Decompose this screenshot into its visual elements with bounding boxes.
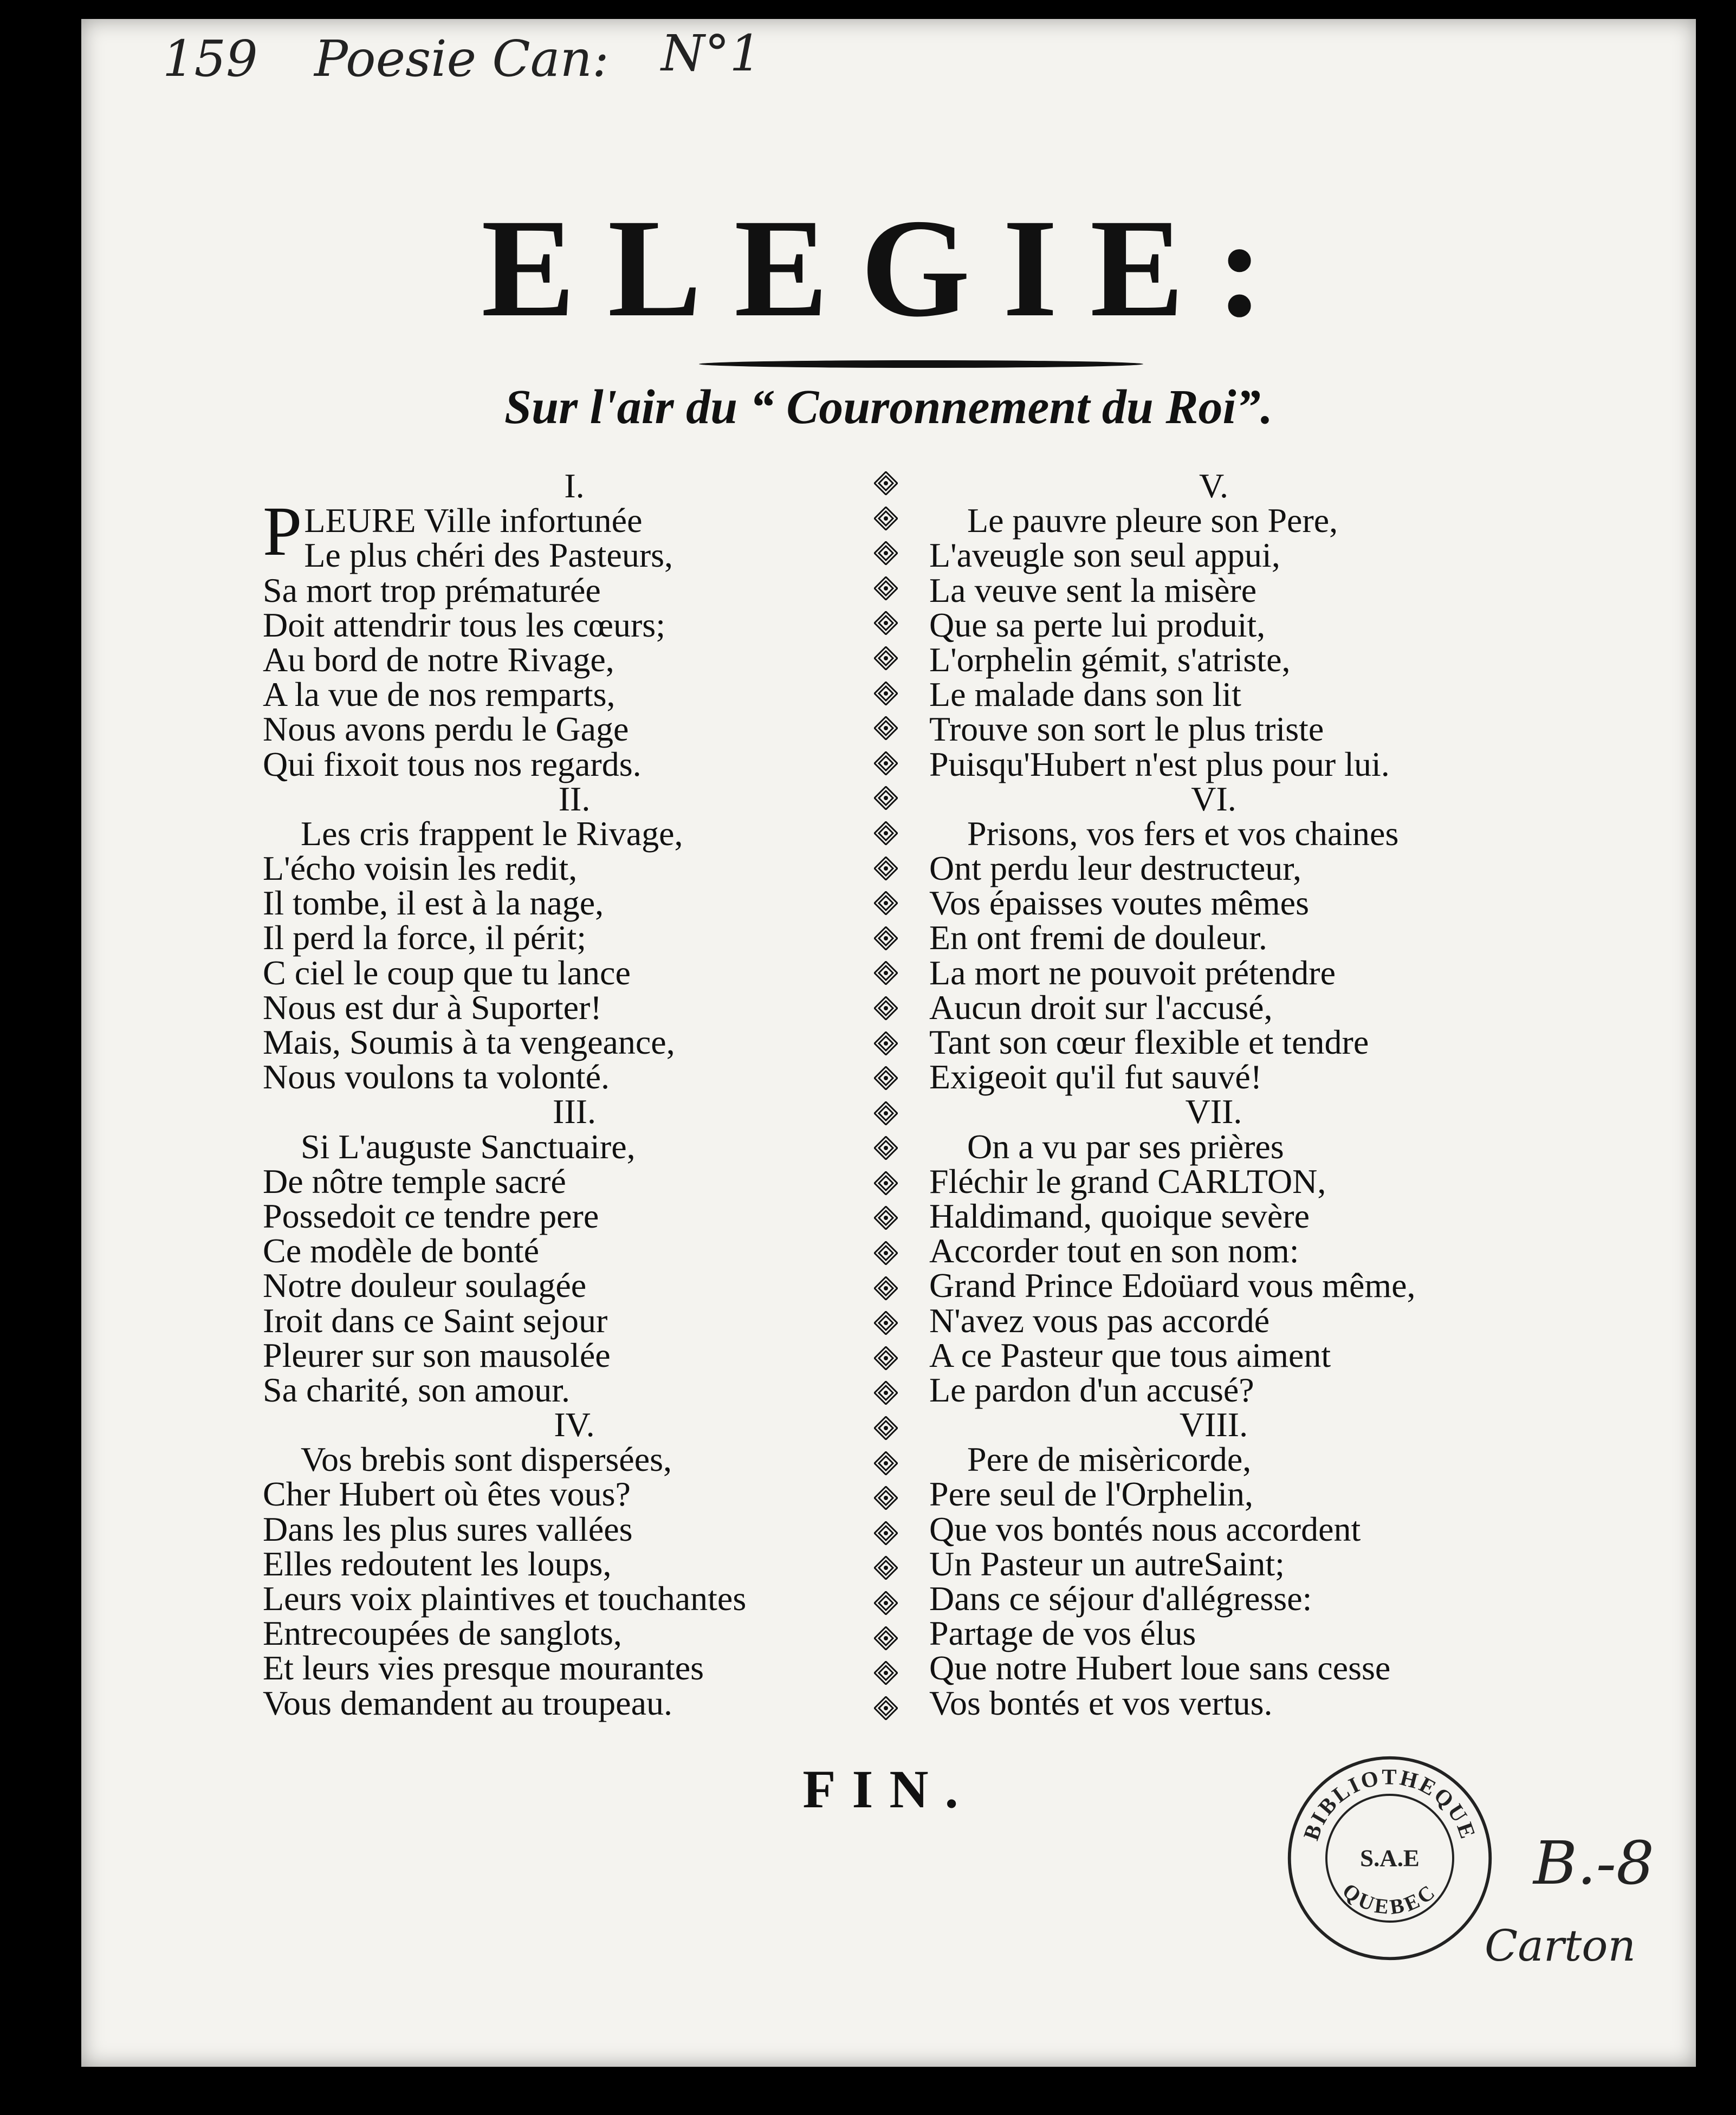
- verse-line: Pere de misèricorde,: [967, 1440, 1252, 1479]
- verse-line: Le malade dans son lit: [929, 675, 1241, 714]
- diamond-ornament-icon: [874, 1171, 898, 1195]
- stanza-number: I.: [564, 466, 585, 505]
- verse-line: Pleurer sur son mausolée: [263, 1335, 611, 1374]
- verse-line: A ce Pasteur que tous aiment: [929, 1335, 1331, 1374]
- diamond-ornament-icon: [874, 1626, 898, 1650]
- verse-line: Que notre Hubert loue sans cesse: [929, 1649, 1391, 1688]
- ornament-divider: [870, 471, 902, 1731]
- diamond-ornament-icon: [874, 1416, 898, 1440]
- verse-line: A la vue de nos remparts,: [263, 675, 616, 714]
- verse-line: C ciel le coup que tu lance: [263, 953, 631, 992]
- verse-line: Vos brebis sont dispersées,: [301, 1440, 672, 1479]
- verse-line: Ce modèle de bonté: [263, 1231, 540, 1270]
- verse-line: Vos épaisses voutes mêmes: [929, 884, 1309, 923]
- printed-sheet: [81, 19, 1696, 2067]
- verse-line: Vos bontés et vos vertus.: [929, 1683, 1273, 1722]
- verse-line: L'orphelin gémit, s'atriste,: [929, 640, 1291, 679]
- verse-line: Possedoit ce tendre pere: [263, 1196, 599, 1235]
- diamond-ornament-icon: [874, 996, 898, 1020]
- stamp-bottom-text: QUEBEC: [1338, 1878, 1442, 1919]
- verse-line: Accorder tout en son nom:: [929, 1231, 1299, 1270]
- verse-line: Si L'auguste Sanctuaire,: [301, 1127, 636, 1166]
- diamond-ornament-icon: [874, 541, 898, 565]
- diamond-ornament-icon: [874, 1556, 898, 1580]
- diamond-ornament-icon: [874, 1031, 898, 1055]
- verse-line: Elles redoutent les loups,: [263, 1544, 612, 1583]
- diamond-ornament-icon: [874, 682, 898, 705]
- page-title: ELEGIE:: [481, 190, 1296, 346]
- diamond-ornament-icon: [874, 1696, 898, 1720]
- verse-line: Sa mort trop prématurée: [263, 570, 601, 609]
- verse-line: Notre douleur soulagée: [263, 1266, 587, 1305]
- diamond-ornament-icon: [874, 716, 898, 740]
- stanza-number: VI.: [1191, 779, 1236, 818]
- diamond-ornament-icon: [874, 1311, 898, 1335]
- stanza-number: V.: [1199, 466, 1228, 505]
- stanza-number: VIII.: [1179, 1405, 1248, 1444]
- verse-line: Leurs voix plaintives et touchantes: [263, 1579, 747, 1618]
- verse-line: Le plus chéri des Pasteurs,: [304, 536, 673, 575]
- verse-line: Cher Hubert où êtes vous?: [263, 1475, 631, 1514]
- verse-line: Sa charité, son amour.: [263, 1370, 570, 1409]
- verse-line: Partage de vos élus: [929, 1614, 1196, 1653]
- diamond-ornament-icon: [874, 786, 898, 810]
- verse-line: On a vu par ses prières: [967, 1127, 1284, 1166]
- diamond-ornament-icon: [874, 891, 898, 915]
- verse-line: L'aveugle son seul appui,: [929, 536, 1280, 575]
- verse-line: Exigeoit qu'il fut sauvé!: [929, 1058, 1262, 1097]
- verse-line: Aucun droit sur l'accusé,: [929, 988, 1273, 1027]
- verse-line: La veuve sent la misère: [929, 570, 1257, 609]
- diamond-ornament-icon: [874, 507, 898, 530]
- handwritten-box-label: Carton: [1485, 1921, 1636, 1971]
- right-verse-column: [929, 466, 1498, 1722]
- diamond-ornament-icon: [874, 1591, 898, 1615]
- diamond-ornament-icon: [874, 1206, 898, 1230]
- handwritten-shelf-code: B.-8: [1533, 1828, 1654, 1898]
- diamond-ornament-icon: [874, 926, 898, 950]
- verse-line: Haldimand, quoique sevère: [929, 1196, 1310, 1235]
- verse-line: Pere seul de l'Orphelin,: [929, 1475, 1254, 1514]
- verse-line: Prisons, vos fers et vos chaines: [967, 814, 1399, 853]
- verse-line: En ont fremi de douleur.: [929, 918, 1267, 957]
- handwritten-item-number: N°1: [661, 24, 762, 82]
- diamond-ornament-icon: [874, 1521, 898, 1545]
- diamond-ornament-icon: [874, 751, 898, 775]
- verse-line: Les cris frappent le Rivage,: [301, 814, 683, 853]
- verse-line: Fléchir le grand CARLTON,: [929, 1162, 1326, 1201]
- verse-line: Au bord de notre Rivage,: [263, 640, 614, 679]
- verse-line: Le pardon d'un accusé?: [929, 1370, 1254, 1409]
- verse-line: L'écho voisin les redit,: [263, 849, 578, 888]
- verse-line: Trouve son sort le plus triste: [929, 710, 1324, 749]
- stanza-number: VII.: [1185, 1092, 1242, 1131]
- verse-line: Nous est dur à Suporter!: [263, 988, 602, 1027]
- stanza-number: III.: [553, 1092, 596, 1131]
- verse-line: Tant son cœur flexible et tendre: [929, 1023, 1369, 1061]
- verse-line: Dans les plus sures vallées: [263, 1509, 633, 1548]
- diamond-ornament-icon: [874, 646, 898, 670]
- diamond-ornament-icon: [874, 576, 898, 600]
- verse-line: La mort ne pouvoit prétendre: [929, 953, 1336, 992]
- stamp-top-text: BIBLIOTHEQUE: [1299, 1764, 1481, 1844]
- verse-line: Que vos bontés nous accordent: [929, 1509, 1361, 1548]
- diamond-ornament-icon: [874, 1486, 898, 1510]
- verse-line: Puisqu'Hubert n'est plus pour lui.: [929, 744, 1390, 783]
- page-subtitle: Sur l'air du “ Couronnement du Roi”.: [504, 380, 1273, 434]
- left-verse-column: [263, 466, 886, 1722]
- verse-line: Que sa perte lui produit,: [929, 605, 1266, 644]
- verse-line: Et leurs vies presque mourantes: [263, 1649, 704, 1688]
- diamond-ornament-icon: [874, 961, 898, 985]
- diamond-ornament-icon: [874, 857, 898, 880]
- verse-line: Nous avons perdu le Gage: [263, 710, 629, 749]
- handwritten-catalog-number: 159: [163, 30, 258, 88]
- svg-text:QUEBEC: [1338, 1879, 1441, 1919]
- verse-line: Qui fixoit tous nos regards.: [263, 744, 642, 783]
- title-underline: [699, 360, 1143, 368]
- verse-line: Un Pasteur un autreSaint;: [929, 1544, 1285, 1583]
- diamond-ornament-icon: [874, 471, 898, 495]
- stamp-center-text: S.A.E: [1360, 1844, 1420, 1872]
- verse-line: Il perd la force, il périt;: [263, 918, 587, 957]
- verse-line: Vous demandent au troupeau.: [263, 1683, 672, 1722]
- diamond-ornament-icon: [874, 1346, 898, 1370]
- verse-line: Iroit dans ce Saint sejour: [263, 1301, 608, 1340]
- handwritten-category: Poesie Can:: [314, 30, 609, 88]
- diamond-ornament-icon: [874, 1451, 898, 1475]
- verse-line: Entrecoupées de sanglots,: [263, 1614, 622, 1653]
- library-stamp: [1284, 1753, 1495, 1964]
- diamond-ornament-icon: [874, 1276, 898, 1300]
- stanza-number: IV.: [554, 1405, 595, 1444]
- verse-line: Le pauvre pleure son Pere,: [967, 501, 1338, 540]
- drop-cap: P: [263, 492, 302, 571]
- diamond-ornament-icon: [874, 1661, 898, 1685]
- verse-line: De nôtre temple sacré: [263, 1162, 566, 1201]
- diamond-ornament-icon: [874, 1241, 898, 1265]
- verse-line: Dans ce séjour d'allégresse:: [929, 1579, 1312, 1618]
- verse-line: N'avez vous pas accordé: [929, 1301, 1270, 1340]
- verse-line: Grand Prince Edoüard vous même,: [929, 1266, 1416, 1305]
- diamond-ornament-icon: [874, 1381, 898, 1405]
- verse-line: Nous voulons ta volonté.: [263, 1058, 610, 1097]
- diamond-ornament-icon: [874, 611, 898, 635]
- verse-line: Doit attendrir tous les cœurs;: [263, 605, 665, 644]
- diamond-ornament-icon: [874, 1101, 898, 1125]
- diamond-ornament-icon: [874, 821, 898, 845]
- verse-line-text: LEURE Ville infortunée: [304, 501, 643, 540]
- stanza-number: II.: [558, 779, 591, 818]
- diamond-ornament-icon: [874, 1136, 898, 1160]
- verse-line: Mais, Soumis à ta vengeance,: [263, 1023, 675, 1061]
- end-marker: FIN.: [802, 1759, 975, 1819]
- verse-line: Il tombe, il est à la nage,: [263, 884, 604, 923]
- diamond-ornament-icon: [874, 1066, 898, 1090]
- svg-text:BIBLIOTHEQUE: [1299, 1764, 1481, 1843]
- verse-line: Ont perdu leur destructeur,: [929, 849, 1301, 888]
